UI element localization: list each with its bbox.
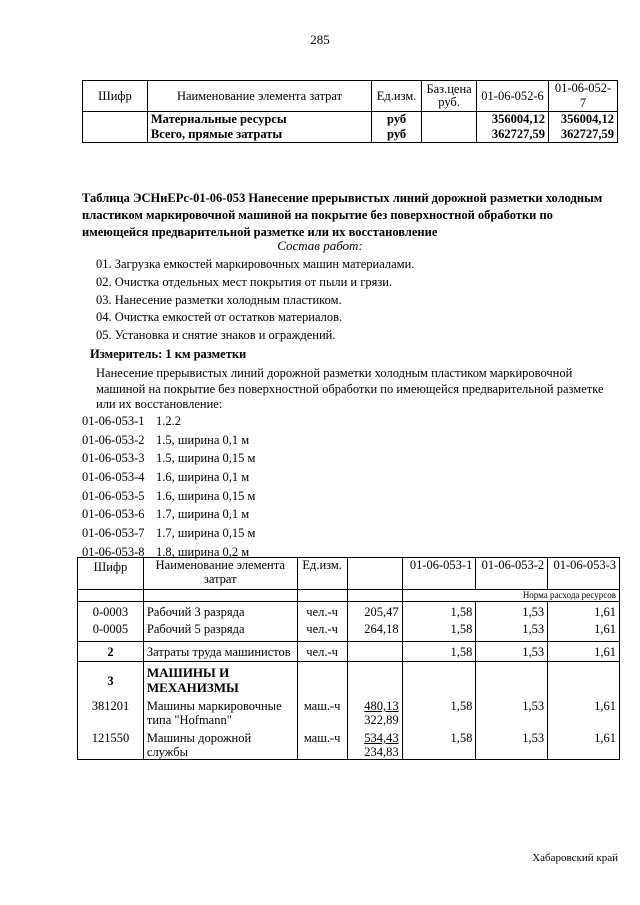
list-item: 02. Очистка отдельных мест покрытия от пыли и грязи. — [96, 274, 393, 289]
col-header-053-2: 01-06-053-2 — [476, 558, 548, 590]
row-name: Машины дорожной службы — [143, 727, 297, 760]
table-row — [78, 619, 620, 642]
list-item: 04. Очистка емкостей от остатков материалов. — [96, 310, 343, 325]
list-item — [82, 505, 255, 524]
description: Нанесение прерывистых линий дорожной разметки холодным пластиком маркировочной машиной на покрытие без поверхностной обработки по имеющейся предварительной разметке или их восстановление: — [96, 366, 604, 411]
table-row — [78, 602, 620, 620]
row-price-top: 534,43 — [364, 731, 399, 745]
row-unit: чел.-ч — [297, 602, 347, 620]
row-name: Затраты труда машинистов — [143, 642, 297, 662]
row-value-2: 362727,59 — [549, 127, 618, 143]
item-text: 1.6, ширина 0,15 м — [156, 488, 256, 503]
row-unit: чел.-ч — [297, 619, 347, 642]
row-unit: маш.-ч — [297, 727, 347, 760]
row-code: 2 — [78, 642, 144, 662]
list-item: 03. Нанесение разметки холодным пластиком. — [96, 292, 342, 307]
row-price-bottom: 322,89 — [364, 713, 399, 727]
row-code: 121550 — [78, 727, 144, 760]
row-name: Рабочий 3 разряда — [143, 602, 297, 620]
row-value-1: 362727,59 — [477, 127, 549, 143]
row-value-2: 1,53 — [476, 727, 548, 760]
table-row — [83, 127, 618, 143]
row-unit: руб — [372, 127, 422, 143]
row-name: Машины маркировочные типа "Hofmann" — [143, 695, 297, 727]
list-item: 05. Установка и снятие знаков и ограждений. — [96, 328, 336, 343]
item-text: 1.6, ширина 0,1 м — [156, 470, 250, 485]
row-price-top: 480,13 — [364, 699, 399, 713]
row-value-2: 1,53 — [476, 695, 548, 727]
row-value-1: 1,58 — [402, 642, 476, 662]
row-name: МАШИНЫ И МЕХАНИЗМЫ — [143, 662, 297, 696]
row-unit: руб — [372, 112, 422, 128]
row-value-2: 1,53 — [476, 619, 548, 642]
norm-label: Норма расхода ресурсов — [402, 590, 619, 602]
row-code: 3 — [78, 662, 144, 696]
col-header-053-1: 01-06-053-1 — [402, 558, 476, 590]
row-code: 0-0005 — [78, 619, 144, 642]
row-price: 264,18 — [347, 619, 402, 642]
work-list — [96, 256, 414, 345]
list-item — [82, 431, 255, 450]
row-name: Материальные ресурсы — [147, 112, 371, 128]
row-name: Всего, прямые затраты — [147, 127, 371, 143]
col-header-price — [347, 558, 402, 590]
row-value-3: 1,61 — [548, 727, 620, 760]
row-price: 205,47 — [347, 602, 402, 620]
work-composition-heading: Состав работ: — [277, 238, 363, 253]
row-name: Рабочий 5 разряда — [143, 619, 297, 642]
item-code: 01-06-053-3 — [82, 451, 145, 466]
row-value-2: 1,53 — [476, 642, 548, 662]
col-header-code: Шифр — [78, 558, 144, 590]
item-code: 01-06-053-7 — [82, 526, 145, 541]
item-code: 01-06-053-4 — [82, 470, 145, 485]
item-text: 1.8, ширина 0,2 м — [156, 544, 250, 559]
row-value-3: 1,61 — [548, 602, 620, 620]
row-value-2: 1,53 — [476, 602, 548, 620]
row-code: 381201 — [78, 695, 144, 727]
row-value-1: 1,58 — [402, 602, 476, 620]
item-code: 01-06-053-2 — [82, 432, 145, 447]
table-title: Таблица ЭСНиЕРс-01-06-053 Нанесение прерывистых линий дорожной разметки холодным пластиком маркировочной машиной на покрытие без поверхностной обработки по имеющейся предварительной разметке или их восстановление — [82, 191, 603, 239]
row-value-1: 1,58 — [402, 727, 476, 760]
item-text: 1.5, ширина 0,15 м — [156, 451, 256, 466]
row-value-1: 1,58 — [402, 695, 476, 727]
table-row — [78, 727, 620, 760]
row-value-1: 1,58 — [402, 619, 476, 642]
row-value-3: 1,61 — [548, 695, 620, 727]
list-item: 01. Загрузка емкостей маркировочных машин материалами. — [96, 257, 415, 271]
list-item — [82, 449, 255, 468]
row-code: 0-0003 — [78, 602, 144, 620]
row-value-3: 1,61 — [548, 642, 620, 662]
list-item — [82, 412, 255, 431]
col-header-053-3: 01-06-053-3 — [548, 558, 620, 590]
row-value-3: 1,61 — [548, 619, 620, 642]
table-row — [78, 662, 620, 696]
list-item — [82, 487, 255, 506]
item-code: 01-06-053-5 — [82, 488, 145, 503]
item-text: 1.5, ширина 0,1 м — [156, 432, 250, 447]
row-unit: маш.-ч — [297, 695, 347, 727]
list-item — [82, 524, 255, 543]
col-header-name: Наименование элемента затрат — [147, 81, 371, 112]
table-row — [78, 642, 620, 662]
page-number: 285 — [310, 32, 330, 47]
row-unit: чел.-ч — [297, 642, 347, 662]
item-code: 01-06-053-6 — [82, 507, 145, 522]
row-value-2: 356004,12 — [549, 112, 618, 128]
item-text: 1.2.2 — [156, 414, 181, 428]
col-header-name: Наименование элемента затрат — [143, 558, 297, 590]
code-list — [82, 412, 255, 562]
item-text: 1.7, ширина 0,15 м — [156, 526, 256, 541]
list-item — [82, 468, 255, 487]
footer-region: Хабаровский край — [532, 852, 618, 864]
resources-summary-table — [82, 80, 618, 143]
col-header-052-6: 01-06-052-6 — [477, 81, 549, 112]
table-row — [78, 695, 620, 727]
row-price-bottom: 234,83 — [364, 745, 399, 759]
item-text: 1.7, ширина 0,1 м — [156, 507, 250, 522]
col-header-code: Шифр — [83, 81, 148, 112]
col-header-052-7: 01-06-052-7 — [549, 81, 618, 112]
row-value-1: 356004,12 — [477, 112, 549, 128]
table-row — [83, 112, 618, 128]
col-header-base-price: Баз.цена руб. — [422, 81, 477, 112]
measure-unit: Измеритель: 1 км разметки — [90, 347, 247, 361]
col-header-unit: Ед.изм. — [297, 558, 347, 590]
item-code: 01-06-053-1 — [82, 414, 145, 428]
item-code: 01-06-053-8 — [82, 544, 145, 559]
resource-norms-table — [77, 557, 620, 760]
col-header-unit: Ед.изм. — [372, 81, 422, 112]
